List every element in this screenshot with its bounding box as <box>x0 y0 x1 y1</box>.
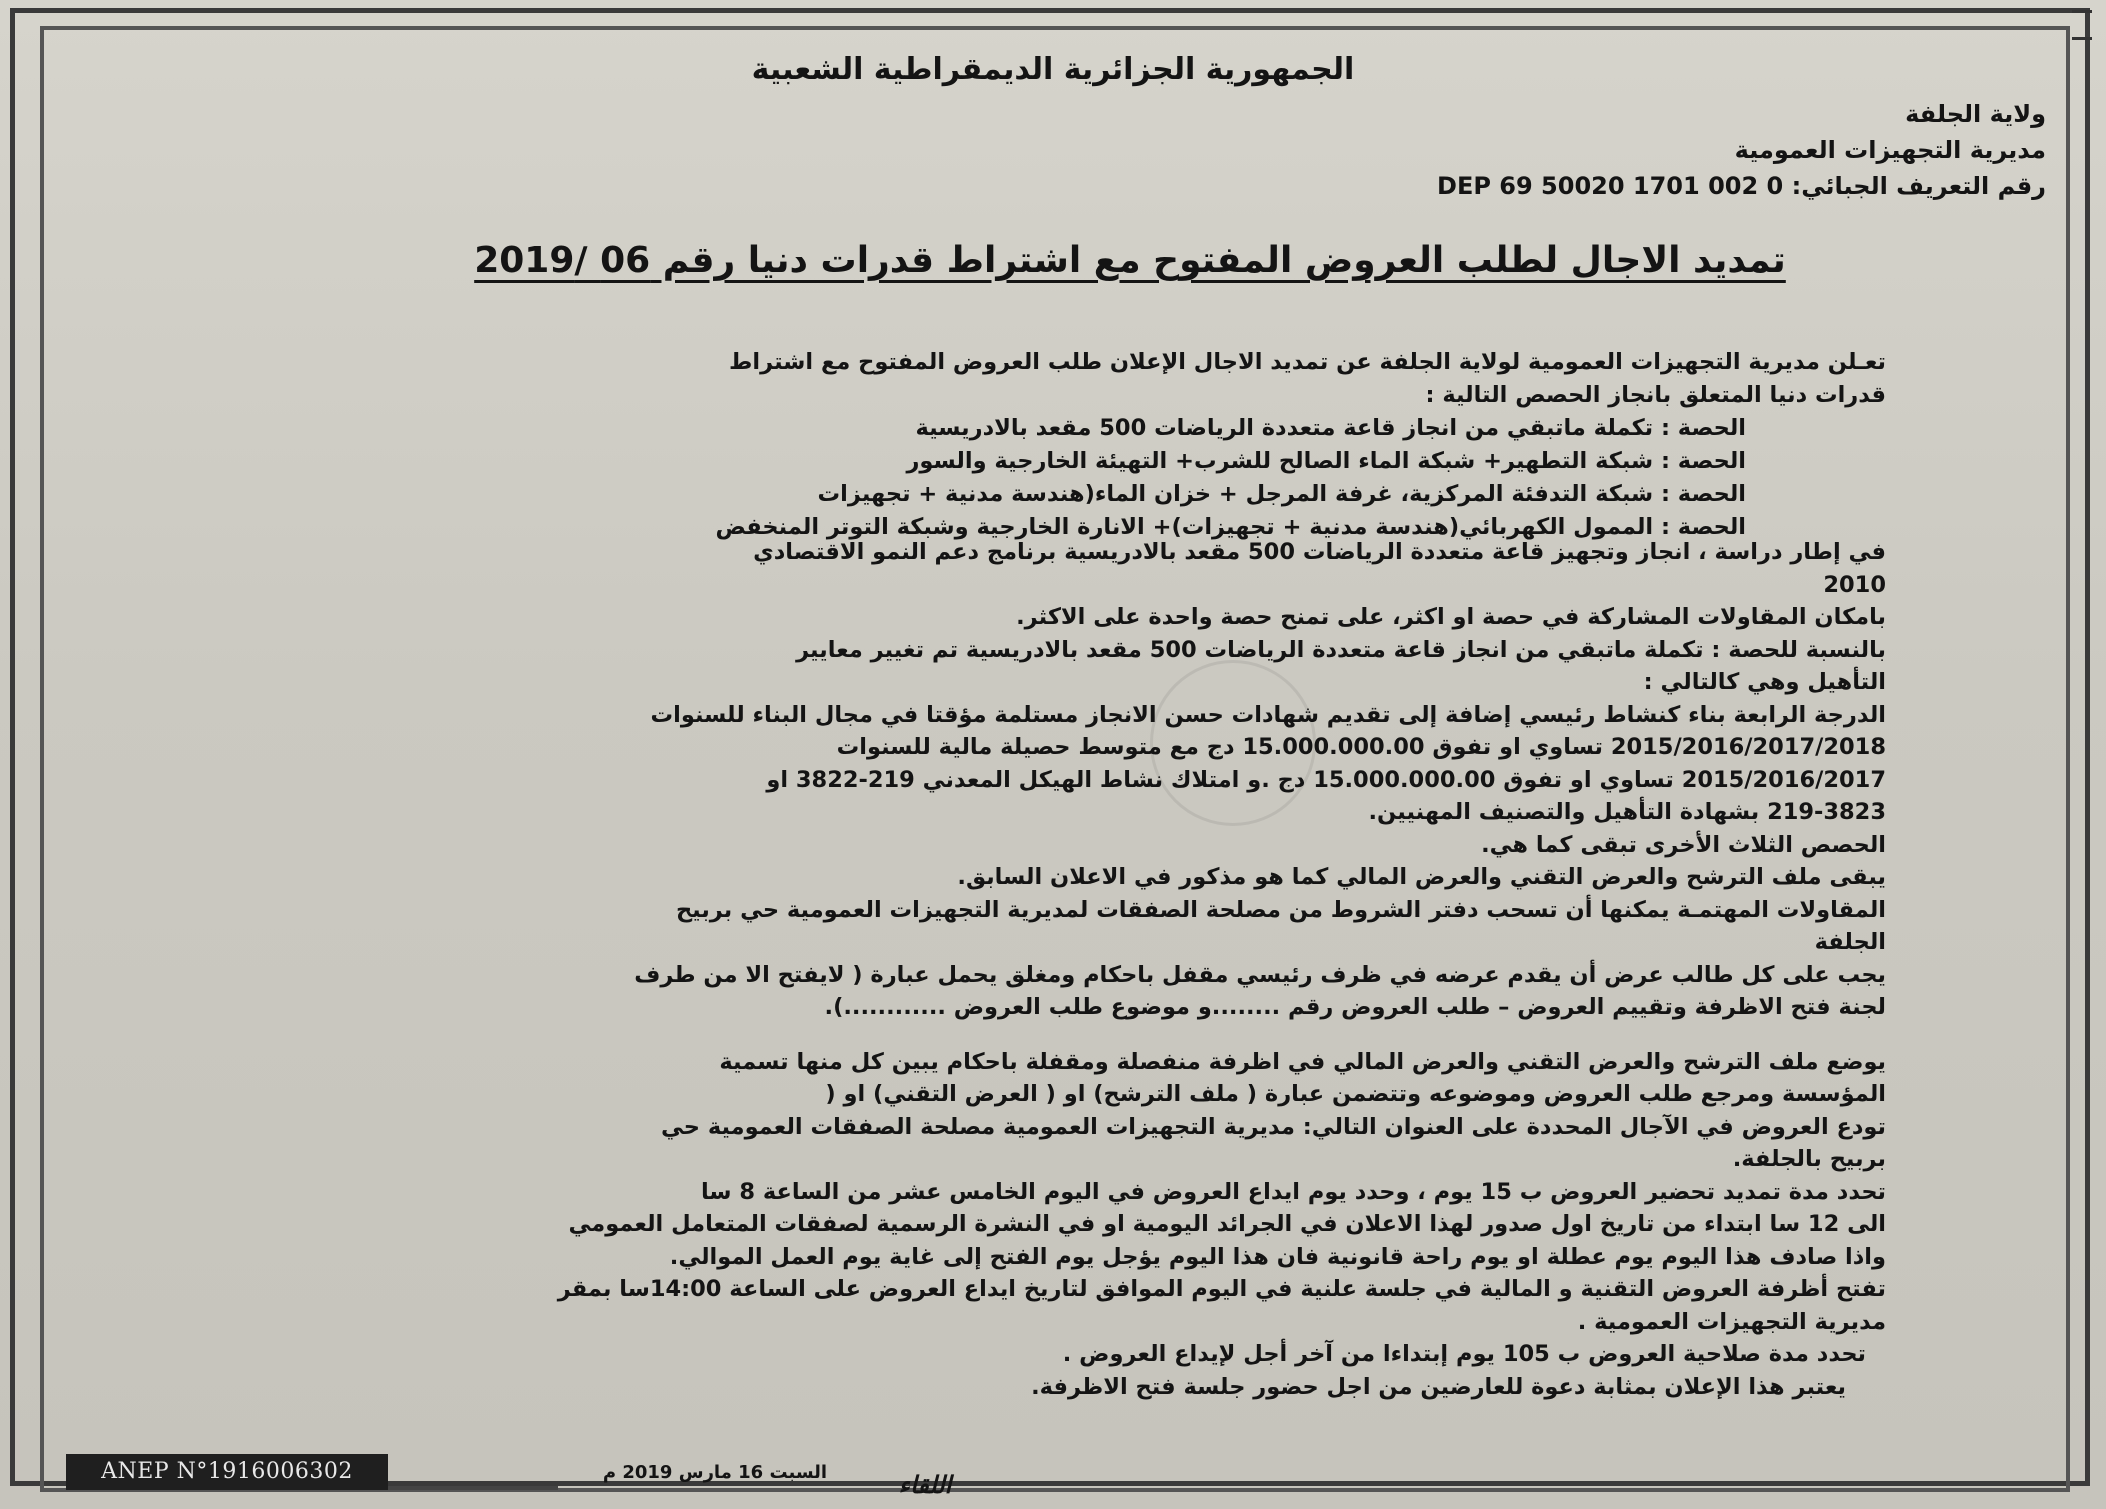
anep-badge: ANEP N°1916006302 <box>66 1454 388 1490</box>
footer-rule <box>388 1486 558 1490</box>
paragraph-line: المقاولات المهتمـة يمكنها أن تسحب دفتر الشروط من مصلحة الصفقات لمديرية التجهيزات العمومية حي بربيح <box>675 896 1886 923</box>
wilaya-name: ولاية الجلفة <box>1905 100 2046 128</box>
paragraph-line: في إطار دراسة ، انجاز وتجهيز قاعة متعددة الرياضات 500 مقعد بالادريسية برنامج دعم النمو الاقتصادي <box>753 539 1886 565</box>
lot-item: الحصة : الممول الكهربائي(هندسة مدنية + تجهيزات)+ الانارة الخارجية وشبكة التوتر المنخفض <box>715 514 1746 540</box>
paragraph-line: تفتح أظرفة العروض التقنية و المالية في جلسة علنية في اليوم الموافق لتاريخ ايداع العروض على الساعة 14:00سا بمقر <box>557 1276 1886 1302</box>
paragraph-line: بربيح بالجلفة. <box>1732 1146 1886 1172</box>
paragraph-line: يعتبر هذا الإعلان بمثابة دعوة للعارضين من اجل حضور جلسة فتح الاظرفة. <box>1031 1373 1846 1400</box>
paragraph-line: بامكان المقاولات المشاركة في حصة او اكثر، على تمنح حصة واحدة على الاكثر. <box>1016 604 1886 630</box>
paragraph-line: المؤسسة ومرجع طلب العروض وموضوعه وتتضمن عبارة ( ملف الترشح) او ( العرض التقني) او ( <box>825 1081 1886 1107</box>
paragraph-line: التأهيل وهي كالتالي : <box>1643 669 1886 695</box>
paragraph-line: مديرية التجهيزات العمومية . <box>1577 1308 1886 1335</box>
tax-id: رقم التعريف الجبائي: 0 002 1701 50020 69 DEP <box>1437 172 2046 200</box>
publication-date: السبت 16 مارس 2019 م <box>602 1462 828 1483</box>
lot-item: الحصة : تكملة ماتبقي من انجاز قاعة متعددة الرياضات 500 مقعد بالادريسية <box>915 415 1746 441</box>
lot-item: الحصة : شبكة التدفئة المركزية، غرفة المرجل + خزان الماء(هندسة مدنية + تجهيزات <box>817 481 1746 507</box>
paragraph-line: بالنسبة للحصة : تكملة ماتبقي من انجاز قاعة متعددة الرياضات 500 مقعد بالادريسية تم تغيير معايير <box>796 636 1886 663</box>
lot-item: الحصة : شبكة التطهير+ شبكة الماء الصالح للشرب+ التهيئة الخارجية والسور <box>906 448 1746 474</box>
notice-title: تمديد الاجال لطلب العروض المفتوح مع اشتراط قدرات دنيا رقم 06 /2019 <box>474 240 1786 281</box>
paragraph-line: يوضع ملف الترشح والعرض التقني والعرض المالي في اظرفة منفصلة ومقفلة باحكام يبين كل منها تسمية <box>719 1048 1886 1075</box>
paragraph-line: الجلفة <box>1814 929 1886 955</box>
paragraph-line: تودع العروض في الآجال المحددة على العنوان التالي: مديرية التجهيزات العمومية مصلحة الصفقات العمومية حي <box>661 1113 1886 1140</box>
paragraph-line: يبقى ملف الترشح والعرض التقني والعرض المالي كما هو مذكور في الاعلان السابق. <box>957 864 1886 890</box>
intro-line: قدرات دنيا المتعلق بانجاز الحصص التالية : <box>1425 382 1886 408</box>
paragraph-line: 2010 <box>1823 571 1886 598</box>
paragraph-line: 2015/2016/2017 تساوي او تفوق 15.000.000.00 دج .و امتلاك نشاط الهيكل المعدني 219-3822 او <box>766 766 1886 793</box>
corner-mark <box>2072 10 2092 40</box>
newspaper-logo: اللقاء <box>898 1470 952 1499</box>
paragraph-line: تحدد مدة تمديد تحضير العروض ب 15 يوم ، وحدد يوم ايداع العروض في اليوم الخامس عشر من الساعة 8 سا <box>700 1178 1886 1205</box>
paragraph-line: الحصص الثلاث الأخرى تبقى كما هي. <box>1481 831 1886 858</box>
paragraph-gap <box>380 1024 1886 1046</box>
intro-block <box>400 346 1886 544</box>
paragraph-line: الدرجة الرابعة بناء كنشاط رئيسي إضافة إلى تقديم شهادات حسن الانجاز مستلمة مؤقتا في مجال البناء للسنوات <box>650 701 1886 728</box>
paragraph-line: 2015/2016/2017/2018 تساوي او تفوق 15.000.000.00 دج مع متوسط حصيلة مالية للسنوات <box>836 734 1886 760</box>
paragraph-line: تحدد مدة صلاحية العروض ب 105 يوم إبتداءا من آخر أجل لإيداع العروض . <box>1062 1341 1866 1367</box>
paragraph-line: يجب على كل طالب عرض أن يقدم عرضه في ظرف رئيسي مقفل باحكام ومغلق يحمل عبارة ( لايفتح الا من طرف <box>634 961 1886 988</box>
issuer-block <box>1146 96 2046 204</box>
paragraph-line: 219-3823 بشهادة التأهيل والتصنيف المهنيين. <box>1368 799 1886 825</box>
republic-header: الجمهورية الجزائرية الديمقراطية الشعبية <box>751 52 1355 87</box>
notice-body <box>380 536 1886 1403</box>
paragraph-line: لجنة فتح الاظرفة وتقييم العروض – طلب العروض رقم ........و موضوع طلب العروض ............). <box>824 994 1886 1020</box>
paragraph-line: واذا صادف هذا اليوم يوم عطلة او يوم راحة قانونية فان هذا اليوم يؤجل يوم الفتح إلى غاية يوم العمل الموالي. <box>669 1243 1886 1270</box>
intro-line: تعـلن مديرية التجهيزات العمومية لولاية الجلفة عن تمديد الاجال الإعلان طلب العروض المفتوح مع اشتراط <box>729 349 1886 375</box>
directorate-name: مديرية التجهيزات العمومية <box>1734 136 2046 164</box>
paragraph-line: الى 12 سا ابتداء من تاريخ اول صدور لهذا الاعلان في الجرائد اليومية او في النشرة الرسمية لصفقات المتعامل العمومي <box>568 1211 1886 1237</box>
